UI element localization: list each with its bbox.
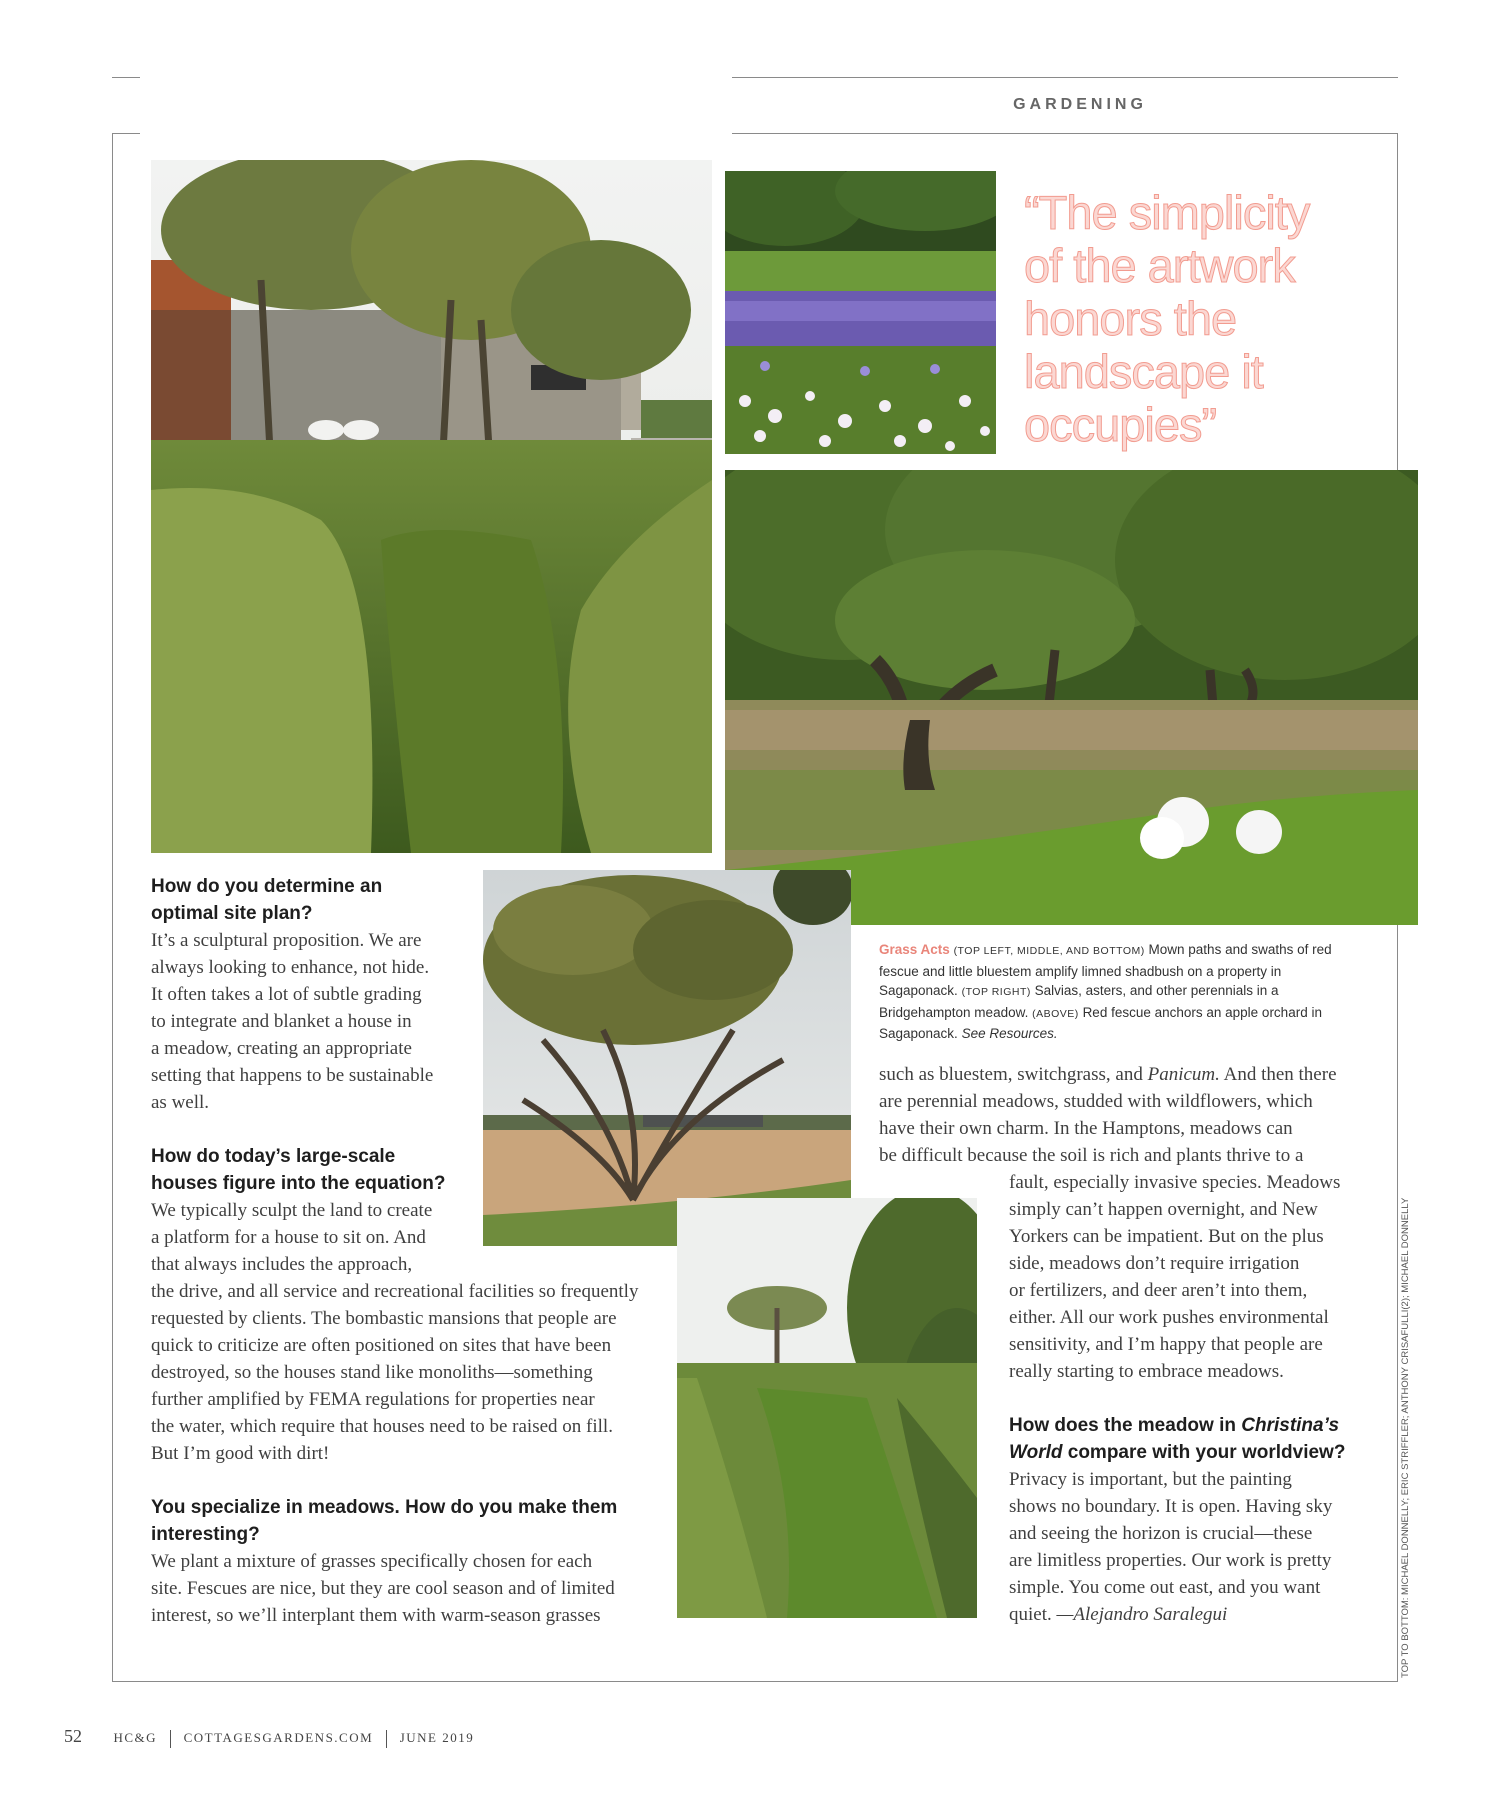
question-line: You specialize in meadows. How do you make them [151, 1497, 618, 1518]
text-fragment: such as bluestem, switchgrass, and [879, 1064, 1148, 1085]
text-line: destroyed, so the houses stand like monoliths—something [151, 1362, 593, 1383]
text-line: shows no boundary. It is open. Having sky [1009, 1496, 1333, 1517]
text-line: We plant a mixture of grasses specifically chosen for each [151, 1551, 593, 1572]
house-meadow-photo [151, 160, 712, 853]
text-line: really starting to embrace meadows. [1009, 1361, 1284, 1382]
text-line: that always includes the approach, [151, 1254, 413, 1275]
caption-resources: See Resources. [961, 1026, 1058, 1041]
text-line: the water, which require that houses need to be raised on fill. [151, 1416, 613, 1437]
text-line: interest, so we’ll interplant them with warm-season grasses [151, 1605, 601, 1626]
caption-text: Red fescue anchors an apple orchard in Sagaponack. [879, 1004, 1322, 1041]
text-line: have their own charm. In the Hamptons, meadows can [879, 1118, 1293, 1139]
text-line [879, 1064, 1337, 1085]
apple-orchard-photo [725, 470, 1418, 925]
text-line: a meadow, creating an appropriate [151, 1038, 412, 1059]
column-1 [151, 873, 651, 1629]
text-line: Yorkers can be impatient. But on the plus [1009, 1226, 1324, 1247]
text-fragment: And then there [1219, 1064, 1337, 1085]
answer-worldview [1009, 1466, 1389, 1628]
answer-site-plan [151, 927, 651, 1116]
pull-quote-line: occupies” [1024, 398, 1217, 451]
text-line: site. Fescues are nice, but they are cool season and of limited [151, 1578, 615, 1599]
footer-divider [386, 1730, 387, 1748]
top-rule-left [112, 77, 140, 78]
issue-date: JUNE 2019 [399, 1730, 475, 1745]
text-line: It often takes a lot of subtle grading [151, 984, 422, 1005]
website-link[interactable]: COTTAGESGARDENS.COM [183, 1730, 374, 1745]
page-number: 52 [64, 1726, 82, 1746]
text-line: setting that happens to be sustainable [151, 1065, 434, 1086]
text-line: as well. [151, 1092, 210, 1113]
photo-credit: TOP TO BOTTOM: MICHAEL DONNELLY; ERIC STRIFFLER; ANTHONY CRISAFULLI(2); MICHAEL DONNELLY [1400, 1197, 1411, 1678]
text-line: to integrate and blanket a house in [151, 1011, 412, 1032]
answer-large-houses [151, 1197, 651, 1467]
question-fragment-italic: World [1009, 1442, 1063, 1463]
frame-top-right [732, 133, 1398, 134]
frame-bottom [112, 1681, 1398, 1682]
text-line: quick to criticize are often positioned on sites that have been [151, 1335, 612, 1356]
author-signature: —Alejandro Saralegui [1056, 1604, 1228, 1625]
salvia-meadow-photo [725, 171, 996, 454]
pull-quote-line: honors the [1024, 292, 1237, 345]
text-line: side, meadows don’t require irrigation [1009, 1253, 1300, 1274]
question-line: optimal site plan? [151, 903, 313, 924]
magazine-name: HC&G [113, 1730, 158, 1745]
text-line: or fertilizers, and deer aren’t into them, [1009, 1280, 1308, 1301]
text-line: sensitivity, and I’m happy that people are [1009, 1334, 1323, 1355]
text-fragment-italic: Panicum. [1147, 1064, 1220, 1085]
pull-quote-line: “The simplicity [1024, 186, 1310, 239]
meadow-paragraph [879, 1061, 1369, 1169]
text-line [1009, 1604, 1227, 1625]
text-line: We typically sculpt the land to create [151, 1200, 433, 1221]
caption-position-tag: (TOP RIGHT) [961, 986, 1031, 998]
text-line: are limitless properties. Our work is pretty [1009, 1550, 1332, 1571]
caption-text: Mown paths and swaths of red fescue and little bluestem amplify limned shadbush on a property in Sagaponack. [879, 942, 1332, 998]
pull-quote-line: of the artwork [1024, 239, 1295, 292]
pull-quote-line: landscape it [1024, 345, 1263, 398]
question-line: How do today’s large-scale [151, 1146, 396, 1167]
question-fragment: compare with your worldview? [1062, 1442, 1346, 1463]
text-line: Privacy is important, but the painting [1009, 1469, 1292, 1490]
text-line: the drive, and all service and recreational facilities so frequently [151, 1281, 639, 1302]
text-line: be difficult because the soil is rich and plants thrive to a [879, 1145, 1304, 1166]
text-line: But I’m good with dirt! [151, 1443, 330, 1464]
text-line: further amplified by FEMA regulations for properties near [151, 1389, 595, 1410]
meadow-paragraph-continued [1009, 1169, 1389, 1385]
question-line: houses figure into the equation? [151, 1173, 446, 1194]
text-line: a platform for a house to sit on. And [151, 1227, 426, 1248]
answer-meadows [151, 1548, 651, 1629]
question-line: How do you determine an [151, 876, 383, 897]
question-fragment: How does the meadow in [1009, 1415, 1242, 1436]
question-worldview [1009, 1412, 1389, 1466]
photo-caption [879, 940, 1359, 1044]
caption-text: Salvias, asters, and other perennials in a Bridgehampton meadow. [879, 983, 1279, 1020]
question-fragment-italic: Christina’s [1241, 1415, 1340, 1436]
top-rule-right [732, 77, 1398, 78]
text-line: either. All our work pushes environmental [1009, 1307, 1329, 1328]
text-line: and seeing the horizon is crucial—these [1009, 1523, 1313, 1544]
pull-quote [1024, 186, 1384, 451]
footer-divider [170, 1730, 171, 1748]
question-site-plan [151, 873, 651, 927]
column-2-top [879, 1061, 1369, 1169]
text-line: requested by clients. The bombastic mansions that people are [151, 1308, 617, 1329]
question-meadows [151, 1494, 651, 1548]
text-line: simply can’t happen overnight, and New [1009, 1199, 1318, 1220]
text-line: simple. You come out east, and you want [1009, 1577, 1321, 1598]
text-fragment: quiet. [1009, 1604, 1057, 1625]
caption-position-tag: (TOP LEFT, MIDDLE, AND BOTTOM) [953, 945, 1145, 957]
caption-lead: Grass Acts [879, 942, 950, 957]
mown-path-photo [677, 1198, 977, 1618]
frame-top-left [112, 133, 140, 134]
column-2-bottom [1009, 1169, 1389, 1628]
frame-left [112, 133, 113, 1681]
caption-position-tag: (ABOVE) [1032, 1007, 1079, 1020]
question-line: interesting? [151, 1524, 260, 1545]
text-line: It’s a sculptural proposition. We are [151, 930, 422, 951]
section-label: GARDENING [1013, 96, 1147, 113]
text-line: are perennial meadows, studded with wildflowers, which [879, 1091, 1313, 1112]
text-line: fault, especially invasive species. Meadows [1009, 1172, 1341, 1193]
question-large-houses [151, 1143, 651, 1197]
page-footer [64, 1726, 474, 1748]
text-line: always looking to enhance, not hide. [151, 957, 430, 978]
